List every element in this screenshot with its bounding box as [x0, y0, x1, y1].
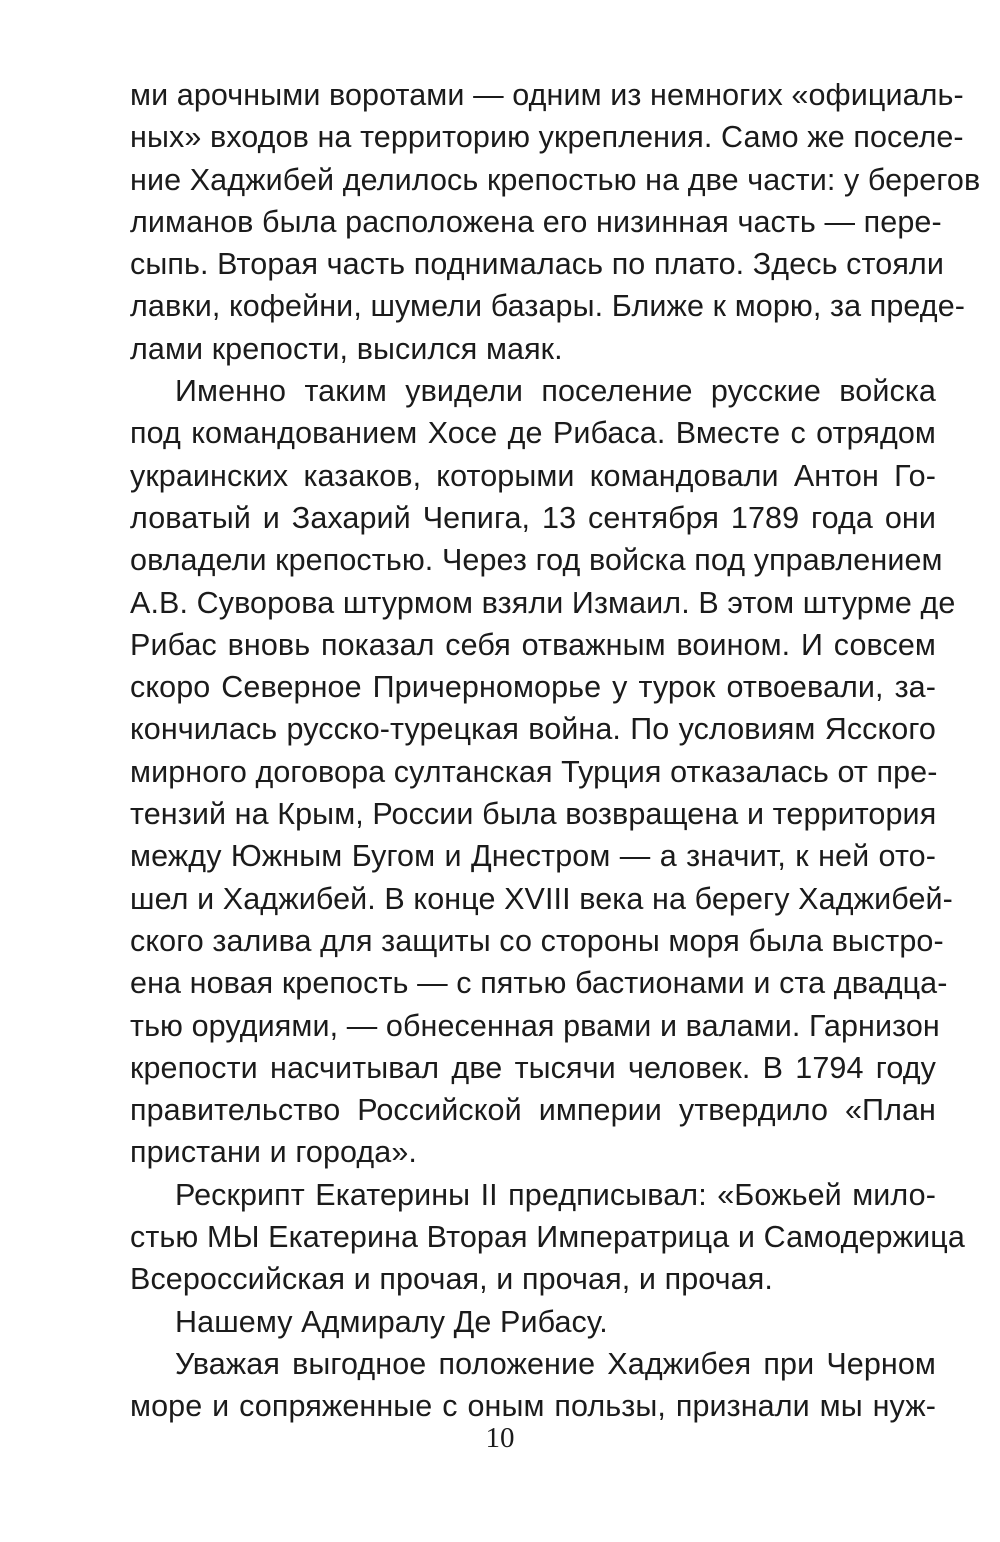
text-line: Рибас вновь показал себя отважным воином. И совсем	[130, 627, 936, 662]
text-line: ловатый и Захарий Чепига, 13 сентября 1789 года они	[130, 500, 936, 535]
text-line: ена новая крепость — с пятью бастионами и ста двадца-	[130, 966, 948, 1001]
text-line: тью орудиями, — обнесенная рвами и валами. Гарнизон	[130, 1008, 940, 1043]
text-line: ных» входов на территорию укрепления. Само же поселе-	[130, 120, 964, 155]
text-line: правительство Российской империи утвердило «План	[130, 1093, 936, 1128]
text-line: Всероссийская и прочая, и прочая, и прочая.	[130, 1262, 773, 1297]
text-line: стью МЫ Екатерина Вторая Императрица и Самодержица	[130, 1220, 965, 1255]
text-line: лиманов была расположена его низинная часть — пере-	[130, 204, 942, 239]
text-line: ние Хаджибей делилось крепостью на две части: у берегов	[130, 162, 981, 197]
text-line: мирного договора султанская Турция отказалась от пре-	[130, 754, 938, 789]
text-line: кончилась русско-турецкая война. По условиям Ясского	[130, 712, 936, 747]
text-line: под командованием Хосе де Рибаса. Вместе с отрядом	[130, 416, 936, 451]
text-line: Рескрипт Екатерины II предписывал: «Божьей мило-	[175, 1177, 936, 1212]
text-line: сыпь. Вторая часть поднималась по плато. Здесь стояли	[130, 247, 944, 282]
text-line: крепости насчитывал две тысячи человек. В 1794 году	[130, 1050, 936, 1085]
body-text	[130, 74, 981, 1428]
page-number: 10	[485, 1422, 515, 1454]
text-line: ми арочными воротами — одним из немногих «официаль-	[130, 78, 964, 112]
text-line: украинских казаков, которыми командовали Антон Го-	[130, 458, 936, 493]
text-line: Именно таким увидели поселение русские войска	[175, 374, 936, 409]
text-line: лавки, кофейни, шумели базары. Ближе к морю, за преде-	[130, 289, 966, 324]
text-line: пристани и города».	[130, 1135, 417, 1170]
text-line: скоро Северное Причерноморье у турок отвоевали, за-	[130, 670, 936, 705]
text-line: Нашему Адмиралу Де Рибасу.	[175, 1304, 608, 1339]
text-line: море и сопряженные с оным пользы, признали мы нуж-	[130, 1389, 936, 1424]
text-line: А.В. Суворова штурмом взяли Измаил. В этом штурме де	[130, 585, 956, 620]
text-line: шел и Хаджибей. В конце XVIII века на берегу Хаджибей-	[130, 881, 953, 916]
text-line: между Южным Бугом и Днестром — а значит, к ней ото-	[130, 839, 936, 874]
text-line: овладели крепостью. Через год войска под управлением	[130, 543, 943, 578]
text-line: лами крепости, высился маяк.	[130, 331, 563, 366]
text-line: тензий на Крым, России была возвращена и территория	[130, 797, 937, 832]
text-line: ского залива для защиты со стороны моря была выстро-	[130, 923, 944, 958]
text-line: Уважая выгодное положение Хаджибея при Черном	[175, 1346, 936, 1381]
